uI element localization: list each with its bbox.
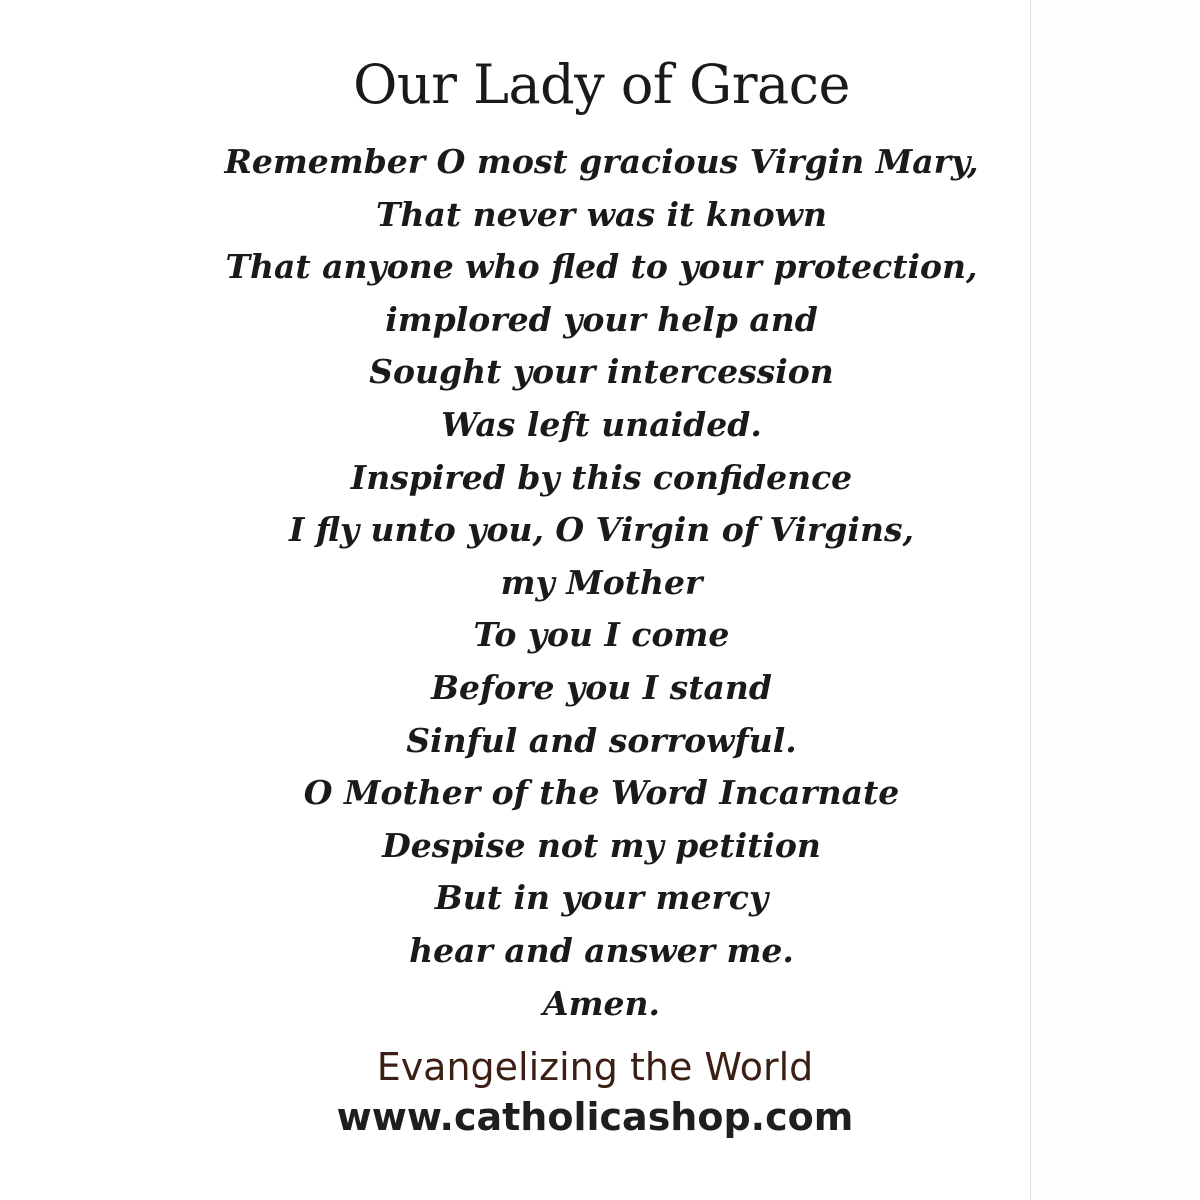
prayer-line: I fly unto you, O Virgin of Virgins, [288, 510, 915, 550]
card-edge-strip [1030, 0, 1200, 1200]
prayer-line: But in your mercy [434, 878, 769, 918]
tagline: Evangelizing the World [376, 1045, 814, 1089]
prayer-line: implored your help and [385, 299, 818, 339]
prayer-line: my Mother [500, 562, 703, 602]
prayer-line: Despise not my petition [382, 825, 821, 865]
prayer-text [0, 136, 1200, 1030]
prayer-line: Before you I stand [431, 667, 772, 707]
prayer-line: To you I come [473, 615, 730, 655]
prayer-line: That anyone who fled to your protection, [225, 247, 978, 287]
prayer-line-amen: Amen. [543, 983, 660, 1023]
prayer-line: That never was it known [375, 194, 828, 234]
prayer-line: O Mother of the Word Incarnate [303, 773, 900, 813]
prayer-line: Was left unaided. [441, 404, 762, 444]
website-url: www.catholicashop.com [336, 1095, 854, 1139]
prayer-line: hear and answer me. [409, 930, 794, 970]
prayer-title: Our Lady of Grace [353, 53, 850, 116]
prayer-line: Inspired by this confidence [350, 457, 853, 497]
prayer-line: Sought your intercession [369, 352, 834, 392]
prayer-line: Remember O most gracious Virgin Mary, [224, 142, 979, 181]
prayer-line: Sinful and sorrowful. [406, 720, 797, 760]
